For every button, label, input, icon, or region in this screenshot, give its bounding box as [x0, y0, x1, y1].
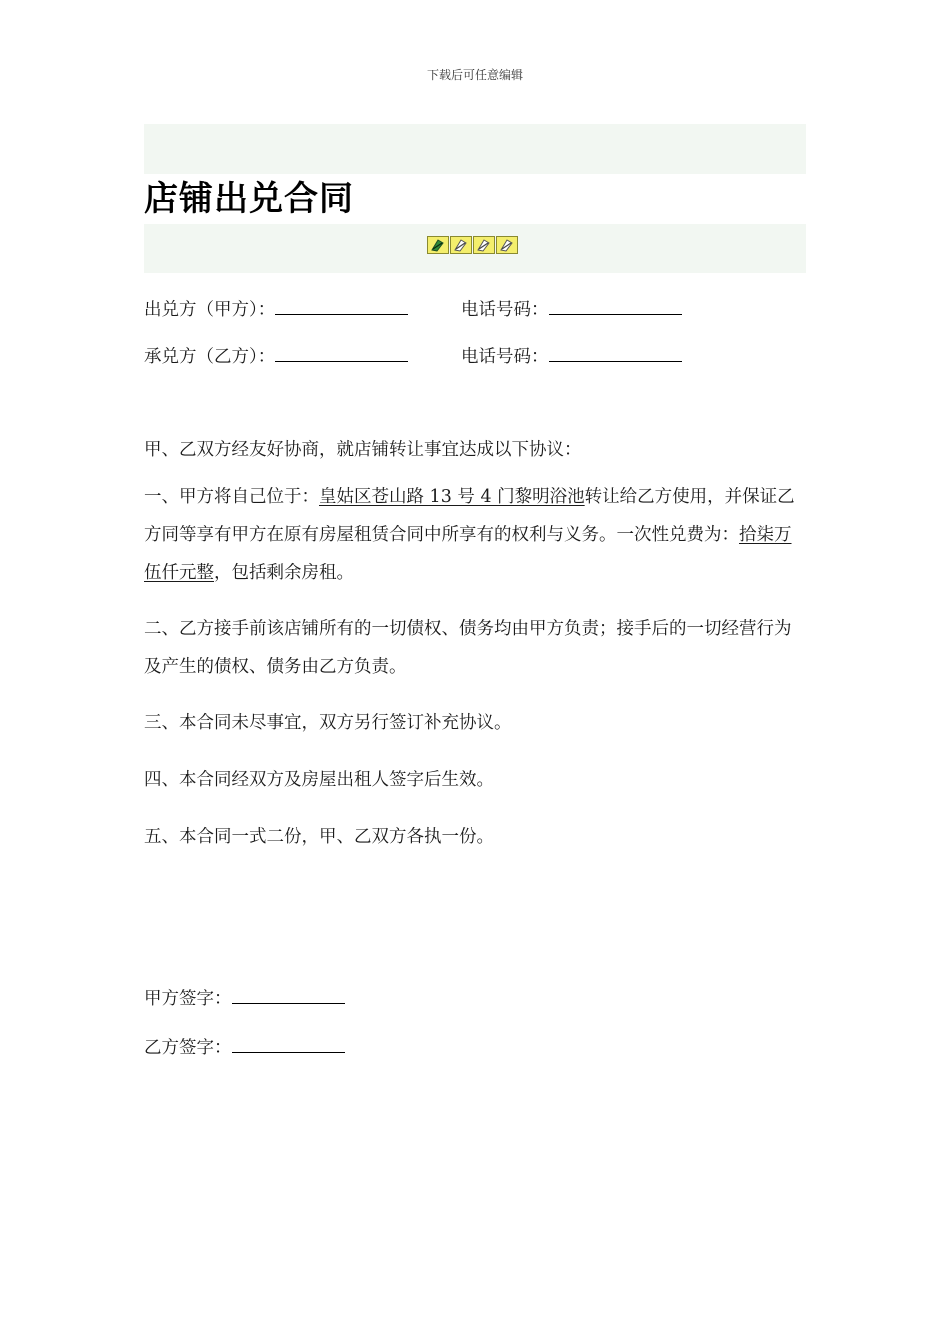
- top-banner: [144, 124, 806, 174]
- rating-leaf-icon: [473, 236, 495, 254]
- buyer-row: [144, 343, 408, 370]
- clause-2: 二、乙方接手前该店铺所有的一切债权、债务均由甲方负责；接手后的一切经营行为及产生的债权、债务由乙方负责。: [144, 619, 792, 677]
- clause-1-prefix: 一、甲方将自己位于：: [144, 487, 319, 507]
- clause-1: [144, 478, 806, 592]
- intro-paragraph: 甲、乙双方经友好协商，就店铺转让事宜达成以下协议：: [144, 440, 582, 460]
- rating-leaf-icon: [496, 236, 518, 254]
- shop-location: 皇姑区苍山路 13 号 4 门黎明浴池: [319, 487, 585, 507]
- seller-phone-row: [461, 296, 682, 323]
- document-title: 店铺出兑合同: [144, 179, 354, 219]
- buyer-name-blank[interactable]: [275, 343, 408, 362]
- signature-b-blank[interactable]: [232, 1034, 345, 1053]
- buyer-phone-row: [461, 343, 682, 370]
- clause-3: 三、本合同未尽事宜，双方另行签订补充协议。: [144, 713, 512, 733]
- buyer-phone-blank[interactable]: [549, 343, 682, 362]
- signature-a-blank[interactable]: [232, 985, 345, 1004]
- signature-b-label: 乙方签字：: [144, 1038, 232, 1058]
- signature-a-label: 甲方签字：: [144, 989, 232, 1009]
- seller-phone-blank[interactable]: [549, 296, 682, 315]
- clause-4: 四、本合同经双方及房屋出租人签字后生效。: [144, 770, 494, 790]
- signature-b-row: [144, 1034, 345, 1061]
- seller-phone-label: 电话号码：: [461, 300, 549, 320]
- rating-leaf-icon: [427, 236, 449, 254]
- transfer-amount: 拾柒万伍仟元整: [144, 525, 792, 583]
- buyer-phone-label: 电话号码：: [461, 347, 549, 367]
- buyer-label: 承兑方（乙方）：: [144, 347, 276, 367]
- seller-name-blank[interactable]: [275, 296, 408, 315]
- seller-row: [144, 296, 408, 323]
- rating-leaf-icon: [450, 236, 472, 254]
- page-header-note: 下载后可任意编辑: [426, 68, 523, 82]
- signature-a-row: [144, 985, 345, 1012]
- clause-1-mid: 转让给乙方使用，并保证乙方同等享有甲方在原有房屋租赁合同中所享有的权利与义务。一次性兑费为：: [144, 487, 795, 545]
- clause-5: 五、本合同一式二份，甲、乙双方各执一份。: [144, 827, 494, 847]
- seller-label: 出兑方（甲方）：: [144, 300, 276, 320]
- clause-1-suffix: ，包括剩余房租。: [214, 563, 354, 583]
- rating-icons: [427, 236, 518, 256]
